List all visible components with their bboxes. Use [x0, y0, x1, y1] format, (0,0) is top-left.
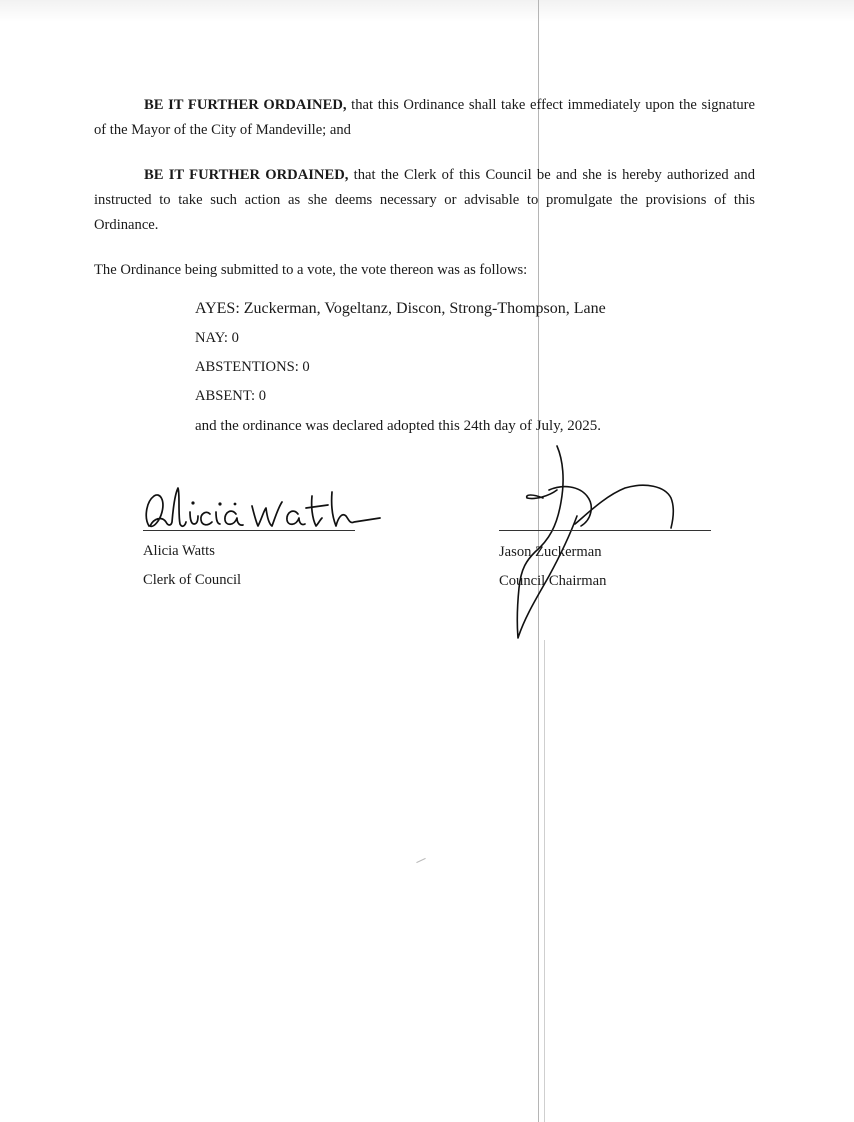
clerk-title: Clerk of Council — [143, 572, 242, 588]
chairman-name: Jason Zuckerman — [499, 544, 602, 560]
vote-absent: ABSENT: 0 — [195, 388, 267, 404]
scan-fold-line-lower — [544, 640, 545, 1122]
clerk-signature-image — [140, 478, 385, 536]
paragraph-text: that this Ordinance shall take effect immediately upon the signature of the Mayor of the City of Mandeville; and — [94, 97, 756, 138]
chairman-signature-line — [499, 530, 711, 531]
scan-shadow — [0, 0, 854, 22]
vote-ayes: AYES: Zuckerman, Vogeltanz, Discon, Strong-Thompson, Lane — [195, 300, 606, 317]
further-ordained-effect-paragraph — [94, 93, 755, 143]
chairman-signature-image — [505, 440, 685, 645]
scan-speck — [416, 858, 425, 863]
adoption-statement: and the ordinance was declared adopted this 24th day of July, 2025. — [195, 418, 601, 434]
further-ordained-clerk-paragraph — [94, 163, 755, 238]
clerk-name: Alicia Watts — [143, 543, 215, 559]
paragraph-text: that the Clerk of this Council be and she is hereby authorized and instructed to take such action as she deems necessary or advisable to promulgate the provisions of this Ordinance. — [94, 167, 755, 233]
vote-nay: NAY: 0 — [195, 330, 239, 346]
vote-intro-paragraph: The Ordinance being submitted to a vote, the vote thereon was as follows: — [94, 262, 528, 278]
further-ordained-heading: BE IT FURTHER ORDAINED, — [144, 167, 349, 183]
vote-abstentions: ABSTENTIONS: 0 — [195, 359, 310, 375]
chairman-title: Council Chairman — [499, 573, 607, 589]
further-ordained-heading: BE IT FURTHER ORDAINED, — [144, 97, 347, 113]
clerk-signature-line — [143, 530, 355, 531]
